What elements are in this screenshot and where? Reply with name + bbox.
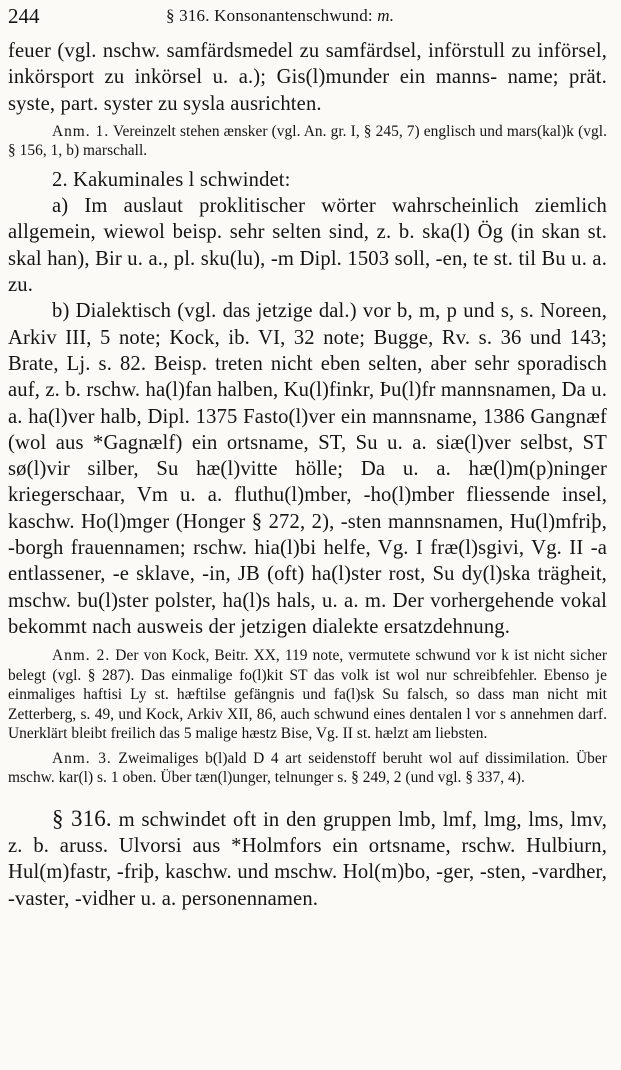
annotation-2-label: Anm. 2.: [52, 647, 111, 665]
annotation-3: [8, 749, 607, 788]
continuation-line-1: feuer (vgl. nschw. samfärdsmedel zu samfärdsel, införstull zu införsel, inkörsport zu inkörsel u. a.); Gis(l)munder ein manns-: [8, 40, 607, 89]
annotation-3-text: Zweimaliges b(l)ald D 4 art seidenstoff beruht wol auf dissimilation. Über mschw. kar(l) s. 1 oben. Über tæn(l)unger, telnunger s. § 249, 2 (und vgl. § 337, 4).: [8, 749, 607, 787]
item-2-heading: 2. Kakuminales l schwindet:: [52, 168, 291, 191]
annotation-2: [8, 646, 607, 744]
section-316-number: § 316.: [52, 805, 112, 831]
annotation-3-label: Anm. 3.: [52, 749, 112, 767]
running-head-section: § 316.: [166, 6, 210, 25]
section-316: [8, 806, 607, 912]
running-head-lemma: m.: [377, 6, 395, 25]
annotation-1-text: Vereinzelt stehen ænsker (vgl. An. gr. I, § 245, 7) englisch und mars(kal)k (vgl. § 156, 1, b) marschall.: [8, 122, 607, 160]
annotation-2-text: Der von Kock, Beitr. XX, 119 note, vermutete schwund vor k ist nicht sicher belegt (vgl. § 287). Das einmalige fo(l)kit ST das volk ist wol nur schreibfehler. Ebenso je einmaliges haftisi Ly st. hæftilse gefängnis und fa(l)sk Su falsch, so dass man nicht mit Zetterberg, s. 49, und Kock, Arkiv XII, 86, auch schwund eines dentalen l vor s annehmen darf. Unerklärt bleibt freilich das 5 malige hæstz Bise, Vg. II st. hælzt am liebsten.: [8, 647, 607, 743]
page-number: 244: [8, 4, 40, 28]
item-2-b: b) Dialektisch (vgl. das jetzige dal.) vor b, m, p und s, s. Noreen, Arkiv III, 5 note; Kock, ib. VI, 32 note; Bugge, Rv. s. 36 und 143; Brate, Lj. s. 82. Beisp. treten nicht eben selten, aber sehr sporadisch auf, z. b. rschw. ha(l)fan halben, Ku(l)finkr, Þu(l)fr mannsnamen, Da u. a. ha(l)ver halb, Dipl. 1375 Fasto(l)ver ein mannsname, 1386 Gangnæf (wol aus *Gagnælf) ein ortsname, ST, Su u. a. siæ(l)ver selbst, ST sø(l)vir silber, Su hæ(l)vitte hölle; Da u. a. hæ(l)m(p)ninger kriegerschaar, Vm u. a. fluthu(l)mber, -ho(l)mber fliessende insel, kaschw. Ho(l)mger (Honger § 272, 2), -sten mannsnamen, Hu(l)mfriþ, -borgh frauennamen; rschw. hia(l)bi helfe, Vg. I fræ(l)sgivi, Vg. II -a entlassener, -e sklave, -in, JB (oft) ha(l)ster rost, Su dy(l)ska trägheit, mschw. bu(l)ster polster, ha(l)s hals, u. a. m. Der vorhergehende vokal bekommt nach ausweis der jetzigen dialekte ersatzdehnung.: [8, 300, 607, 638]
page-header: [8, 2, 607, 38]
section-316-text: m schwindet oft in den gruppen lmb, lmf, lmg, lms, lmv, z. b. aruss. Ulvorsi aus *Holmfors ein ortsname, rschw. Hulbiurn, Hul(m)fastr, -friþ, kaschw. und mschw. Hol(m)bo, -ger, -sten, -vardher, -vaster, -vidher u. a. personennamen.: [8, 808, 608, 910]
running-head: [166, 6, 394, 26]
continuation-paragraph: [8, 38, 607, 117]
item-2-a: a) Im auslaut proklitischer wörter wahrscheinlich ziemlich allgemein, wiewol beisp. sehr selten sind, z. b. ska(l) Ög (in skan st. skal han), Bir u. a., pl. sku(lu), -m Dipl. 1503 soll, -en, te st. til Bu u. a. zu.: [8, 195, 607, 297]
annotation-1: [8, 122, 607, 161]
running-head-title: Konsonantenschwund:: [214, 6, 373, 25]
annotation-1-label: Anm. 1.: [52, 122, 110, 140]
continuation-line-2: name; prät. syste, part. syster zu sysla ausrichten.: [8, 66, 607, 115]
